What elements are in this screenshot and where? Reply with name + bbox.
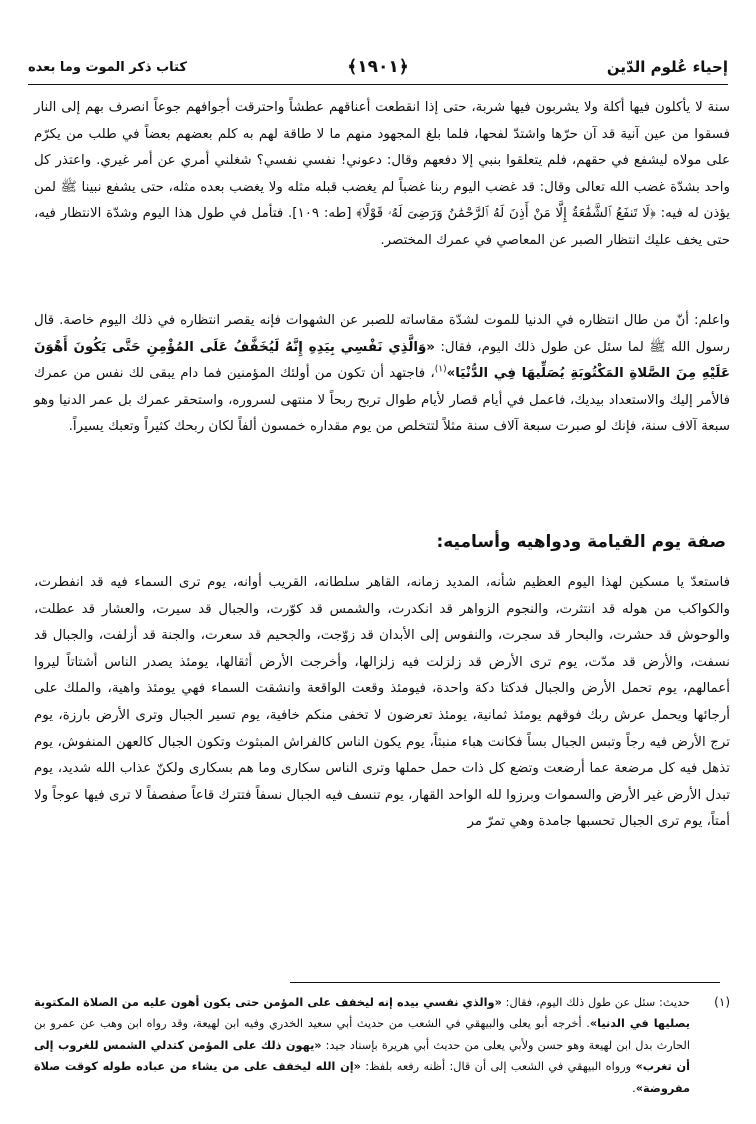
- running-header: [28, 56, 728, 86]
- footnote-intro: حديث: سئل عن طول ذلك اليوم، فقال:: [501, 996, 690, 1009]
- paragraph-2: [34, 308, 730, 441]
- footnote-number: (١): [714, 995, 730, 1009]
- footnote-end: .: [632, 1081, 636, 1095]
- section-heading: صفة يوم القيامة ودواهيه وأساميه:: [436, 532, 726, 552]
- footnote-reference: (١): [434, 364, 447, 375]
- paragraph-2-intro: واعلم: أنّ من طال انتظاره في الدنيا للموت لشدّة مقاساته للصبر عن الشهوات فإنه يقصر انتظاره في ذلك اليوم خاصة. قال رسول الله ﷺ لما سئل عن طول ذلك اليوم، فقال:: [34, 313, 730, 355]
- footnote-text: [34, 992, 690, 1099]
- page-number: ﴿١٩٠١﴾: [347, 57, 409, 77]
- footnote-hadith-2: «يهون ذلك على المؤمن كتدلي الشمس للغروب إلى أن تغرب»: [34, 1038, 691, 1074]
- chapter-title: كتاب ذكر الموت وما بعده: [28, 60, 187, 75]
- book-title: إحياء عُلوم الدّين: [606, 58, 728, 76]
- footnote-hadith-3: «إن الله ليخفف على من يشاء من عباده طوله كوقت صلاة مفروضة»: [34, 1060, 690, 1095]
- paragraph-2-rest: ، فاجتهد أن تكون من أولئك المؤمنين فما دام يبقى لك نفس من عمرك فالأمر إليك والاستعداد بيديك، فاعمل في أيام قصار لأيام طوال تربح ربحاً لا منتهى لسروره، واستحقر عمرك بل عمر الدنيا وهو سبعة آلاف سنة، فإنك لو صبرت سبعة آلاف سنة مثلاً لتتخلص من يوم مقداره خمسون ألفاً لكان ربحك كثيراً وتعبك يسيراً.: [34, 366, 730, 435]
- footnote-rule: [290, 982, 720, 983]
- footnote-hadith: «والذي نفسي بيده إنه ليخفف على المؤمن حتى يكون أهون عليه من الصلاة المكتوبة يصليها في الدنيا»: [34, 996, 690, 1031]
- hadith-quote: «وَالَّذِي نَفْسِي بِيَدِهِ إِنَّهُ لَيُخَفَّفُ عَلَى المُؤْمِنِ حَتَّى يَكُونَ أَهْوَنَ عَلَيْهِ مِنَ الصَّلاةِ المَكْتُوبَةِ يُصَلِّيهَا فِي الدُّنْيَا»: [34, 339, 730, 382]
- paragraph-3: فاستعدّ يا مسكين لهذا اليوم العظيم شأنه، المديد زمانه، القاهر سلطانه، القريب أوانه، يوم ترى السماء فيه قد انفطرت، والكواكب من هوله قد انتثرت، والنجوم الزواهر قد انكدرت، والشمس قد كوّرت، والجبال قد سيرت، والعشار قد عطلت، والوحوش قد حشرت، والبحار قد سجرت، والنفوس إلى الأبدان قد زوّجت، والجحيم قد سعرت، والجنة قد أزلفت، والجبال قد نسفت، والأرض قد مدّت، يوم ترى الأرض قد زلزلت فيه زلزالها، وأخرجت الأرض أثقالها، يومئذ يصدر الناس أشتاتاً ليروا أعمالهم، يوم تحمل الأرض والجبال فدكتا دكة واحدة، فيومئذ وقعت الواقعة وانشقت السماء فهي يومئذ واهية، والملك على أرجائها ويحمل عرش ربك فوقهم يومئذ ثمانية، يومئذ تعرضون لا تخفى منكم خافية، يوم تسير الجبال وترى الأرض بارزة، يوم ترج الأرض فيه رجاً وتبس الجبال بساً فكانت هباء منبثاً، يوم يكون الناس كالفراش المبثوث وتكون الجبال كالعهن المنفوش، يوم تذهل فيه كل مرضعة عما أرضعت وتضع كل ذات حمل حملها وترى الناس سكارى وما هم بسكارى ولكنّ عذاب الله شديد، يوم تبدل الأرض غير الأرض والسموات وبرزوا لله الواحد القهار، يوم تنسف فيه الجبال نسفاً فتترك قاعاً صفصفاً لا ترى فيها عوجاً ولا أمتاً، يوم ترى الجبال تحسبها جامدة وهي تمرّ مر: [34, 575, 730, 830]
- footnote-source: . أخرجه أبو يعلى والبيهقي في الشعب من حديث أبي سعيد الخدري وفيه ابن لهيعة، وقد رواه ابن وهب عن عمرو بن الحارث بدل ابن لهيعة وهو حسن ولأبي يعلى من حديث أبي هريرة بإسناد جيد:: [34, 1017, 690, 1052]
- paragraph-1: سنة لا يأكلون فيها أكلة ولا يشربون فيها شربة، حتى إذا انقطعت أعناقهم عطشاً واحترقت أجوافهم جوعاً انصرف بهم إلى النار فسقوا من عين آنية قد آن حرّها واشتدّ لفحها، فلما بلغ المجهود منهم ما لا طاقة لهم به كلم بعضهم بعضاً في طلب من يكرّم على مولاه ليشفع في حقهم، فلم يتعلقوا بنبي إلا دفعهم وقال: دعوني! نفسي نفسي؟ شغلني أمري عن أمر غيري. واعتذر كل واحد بشدّة غضب الله تعالى وقال: قد غضب اليوم ربنا غضباً لم يغضب قبله مثله ولا يغضب بعده مثله، حتى يشفع نبينا ﷺ لمن يؤذن له فيه: ﴿لَا تَنفَعُ ٱلشَّفَٰعَةُ إِلَّا مَنْ أَذِنَ لَهُ ٱلرَّحْمَٰنُ وَرَضِىَ لَهُۥ قَوْلًا﴾ [طه: ١٠٩]. فتأمل في طول هذا اليوم وشدّة الانتظار فيه، حتى يخف عليك انتظار الصبر عن المعاصي في عمرك المختصر.: [34, 100, 730, 248]
- footnote-source-2: ورواه البيهقي في الشعب إلى أن قال: أظنه رفعه بلفظ:: [360, 1060, 636, 1074]
- header-rule: [28, 84, 728, 85]
